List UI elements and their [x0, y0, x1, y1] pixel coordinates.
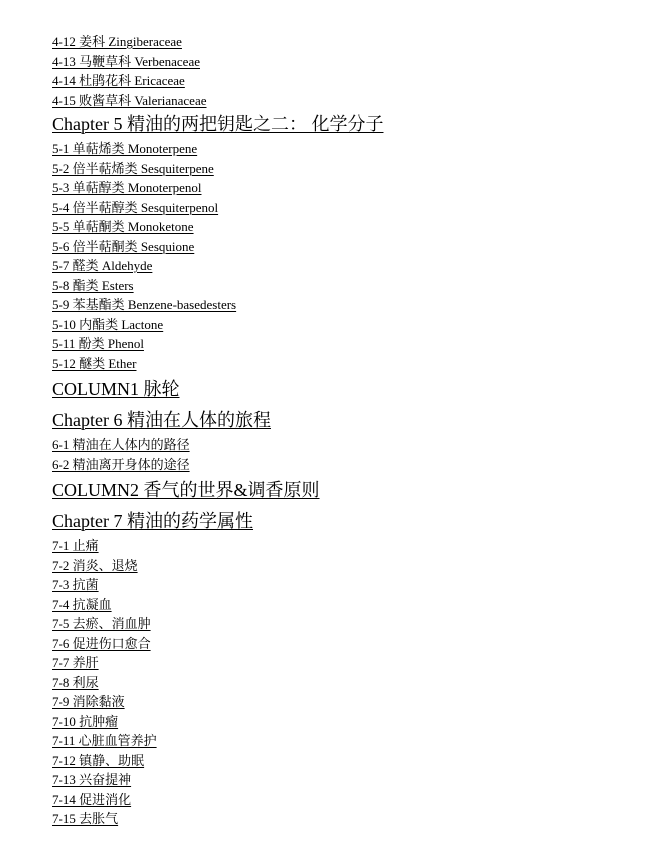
toc-section-link[interactable]: 7-15 去胀气 — [52, 811, 119, 826]
toc-section-link[interactable]: 5-10 内酯类 Lactone — [52, 316, 164, 332]
toc-section-link[interactable]: 5-2 倍半萜烯类 Sesquiterpene — [52, 160, 214, 176]
toc-section-link[interactable]: 6-2 精油离开身体的途径 — [52, 456, 190, 472]
toc-section-link[interactable]: 5-12 醚类 Ether — [52, 355, 137, 371]
toc-section-link[interactable]: 4-15 败酱草科 Valerianaceae — [52, 92, 207, 108]
toc-section-link[interactable]: 7-9 消除黏液 — [52, 694, 125, 709]
toc-section-link[interactable]: 5-7 醛类 Aldehyde — [52, 258, 153, 273]
toc-section-link[interactable]: 7-5 去瘀、消血肿 — [52, 616, 151, 631]
toc-chapter-link[interactable]: Chapter 6 精油在人体的旅程 — [52, 410, 271, 430]
toc-section-link[interactable]: 7-10 抗肿瘤 — [52, 713, 119, 729]
toc-section-link[interactable]: 5-3 单萜醇类 Monoterpenol — [52, 180, 202, 195]
toc-section-link[interactable]: 7-13 兴奋提神 — [52, 772, 132, 787]
toc-section-link[interactable]: 7-12 镇静、助眠 — [52, 752, 145, 768]
toc-section-link[interactable]: 7-11 心脏血管养护 — [52, 733, 157, 748]
toc-section-link[interactable]: 5-4 倍半萜醇类 Sesquiterpenol — [52, 199, 219, 215]
toc-chapter-link[interactable]: Chapter 7 精油的药学属性 — [52, 511, 253, 531]
toc-chapter-link[interactable]: Chapter 5 精油的两把钥匙之二： 化学分子 — [52, 114, 384, 134]
toc-section-link[interactable]: 4-13 马鞭草科 Verbenaceae — [52, 53, 200, 69]
toc-section-link[interactable]: 7-6 促进伤口愈合 — [52, 635, 151, 651]
toc-section-link[interactable]: 5-11 酚类 Phenol — [52, 336, 144, 351]
toc-section-link[interactable]: 7-1 止痛 — [52, 538, 99, 553]
toc-section-link[interactable]: 6-1 精油在人体内的路径 — [52, 437, 190, 452]
toc-section-link[interactable]: 5-9 苯基酯类 Benzene-basedesters — [52, 297, 237, 312]
toc-section-link[interactable]: 5-1 单萜烯类 Monoterpene — [52, 141, 198, 156]
toc-section-link[interactable]: 7-2 消炎、退烧 — [52, 557, 138, 573]
toc-section-link[interactable]: 7-7 养肝 — [52, 655, 99, 670]
toc-section-link[interactable]: 5-8 酯类 Esters — [52, 277, 134, 293]
toc-section-link[interactable]: 5-5 单萜酮类 Monoketone — [52, 219, 194, 234]
toc-chapter-link[interactable]: COLUMN1 脉轮 — [52, 379, 180, 399]
toc-section-link[interactable]: 4-12 姜科 Zingiberaceae — [52, 34, 182, 49]
toc-section-link[interactable]: 7-4 抗凝血 — [52, 596, 112, 612]
toc-chapter-link[interactable]: COLUMN2 香气的世界&调香原则 — [52, 480, 320, 500]
toc-section-link[interactable]: 7-3 抗菌 — [52, 577, 99, 592]
toc-section-link[interactable]: 4-14 杜鹃花科 Ericaceae — [52, 73, 185, 88]
table-of-contents — [52, 32, 632, 829]
toc-section-link[interactable]: 5-6 倍半萜酮类 Sesquione — [52, 238, 195, 254]
toc-section-link[interactable]: 7-14 促进消化 — [52, 791, 132, 807]
toc-section-link[interactable]: 7-8 利尿 — [52, 674, 99, 690]
